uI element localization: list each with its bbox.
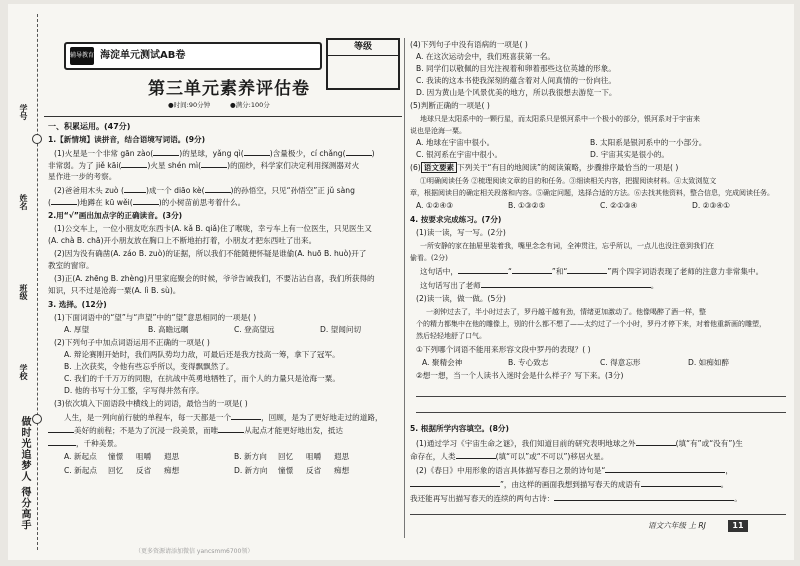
fill-line: (2)《春日》中用形象的语言具体描写春日之景的诗句是“ ， [416,466,733,475]
option: A. 辩论赛刚开始时，我们两队势均力敌，可最后还是我方技高一筹，拿下了冠军。 [64,350,340,359]
option: B. 高瞻远瞩 [148,325,189,334]
passage-line: ，千种美景。 [48,438,122,449]
q2-heading: 2.用“√”画出加点字的正确读音。(3分) [48,211,183,220]
option: 反省 [306,466,322,475]
fill-line: (1)通过学习《宇宙生命之谜》，我们知道目前的研究表明地球之外 (填“有”或“没有”)生 [416,439,743,448]
option: C. 得意忘形 [600,358,641,367]
option: 痴想 [164,466,180,475]
name-label: 姓名 [19,194,28,210]
passage-line: ①明确阅读任务 ②梳理阅读文章的目的和任务。③细读相关内容，把握阅读材料。④太致浏览文 [420,177,717,185]
page-title: 第三单元素养评估卷 [148,79,310,99]
answer-line[interactable] [416,412,786,413]
option: 回忆 [108,466,124,475]
option: 咀嚼 [136,452,152,461]
brand-banner [64,42,322,70]
grade-label: 等级 [328,40,398,56]
q2-line: (2)因为没有确凿(A. záo B. zuò)的证据，所以我们不能随便怀疑是谁偷(A. huō B. huò)开了 [54,249,367,258]
watermark: （更多资源请添加微信 yancsmm6700领） [135,548,254,555]
passage-line: 说也是沧海一粟。 [410,127,466,135]
option: 憧憬 [108,452,124,461]
option: A. 地球在宇宙中很小。 [416,138,495,147]
q1-heading: 1.【新情境】读拼音，结合语境写词语。(9分) [48,135,206,144]
page-number: 11 [728,520,748,532]
q2-line: (A. chà B. chā)开小朋友放在胸口上不断地拍打着，小朋友才把东西吐了出来。 [48,236,317,245]
option: C. 我读的这本书使我深刻的蕴含着对人间真情的一份向往。 [416,76,616,85]
q4main-sub: (1)读一读，写一写。(2分) [416,228,506,237]
option: C. 银河系在宇宙中很小。 [416,150,503,159]
brand-name: 海淀单元测试AB卷 [100,50,186,61]
passage-line: 人生，是一列向前行驶的单程车，每一天都是一个 ，回顾，是为了更好地走过的道路， [64,413,383,422]
option: B. 新方向 [234,452,267,461]
option: D. 望闻问切 [320,325,362,334]
passage-line: 然后轻轻地舒了口气。 [416,332,486,340]
q4main-sub: (2)读一读，做一做。(5分) [416,294,506,303]
q2-line: 教室的窗帘。 [48,261,94,270]
book-label: 语文六年级 上 RJ [648,521,706,530]
option: A. ①②④③ [416,201,454,210]
fill-line: 这句话写出了老师 。 [420,281,659,290]
q4main-sub: ①下列哪个词语不能用来形容文段中罗丹的表现？( ) [416,345,591,354]
option: B. ①③②⑤ [508,201,546,210]
option: A. 聚精会神 [422,358,463,367]
option: D. 宇宙其实是很小的。 [590,150,670,159]
option: C. 新起点 [64,466,97,475]
q3-heading: 3. 选择。(12分) [48,300,107,309]
fill-line: ”，由这样的画面我想到描写春天的成语有 。 [410,479,728,490]
option: 憧憬 [278,466,294,475]
option: 痴想 [334,466,350,475]
school-label: 学校 [19,364,28,380]
header-divider [44,116,402,117]
key-element-tag: 语文要素 [421,162,457,173]
option: B. 太阳系是银河系中的一小部分。 [590,138,707,147]
passage-line: 一刹钟过去了，半小时过去了，罗丹越干越有劲，情绪更加激动了。他像喝醉了酒一样，整 [426,308,706,316]
q2-line: (3)正(A. zhēng B. zhèng)月里家庭聚会的时候，爷爷告诫我们，不要沾沾自喜，我们所获得的 [54,274,375,283]
option: C. 登高望远 [234,325,275,334]
binding-strip [8,4,44,560]
class-label: 班级 [19,284,28,300]
q6-heading: (6) 语文要素 下列关于“有目的地阅读”的阅读策略，步骤排序最恰当的一项是( ) [410,163,679,172]
option: D. 新方向 [234,466,268,475]
q1-line: ( )地蹲在 kū wěi( )的小树苗前思考着什么。 [48,198,246,207]
option: D. 因为黄山是个风景优美的地方，所以我很想去游览一下。 [416,88,617,97]
option: C. 我们的千千万万的同胞，在抗战中英勇地牺牲了，而个人的力量只是沧海一粟。 [64,374,340,383]
option: B. 同学们以敬佩的目光注视着和卵着那些这位英雄的形象。 [416,64,616,73]
motto: 做时光追梦人 得分高手 [19,416,30,531]
option: D. 如痴如醉 [688,358,730,367]
q1-line: (1)火星是一个非常 gān zào( )的星球，yǎng qì( )含量极少，cí chǎng( ) [54,149,375,158]
q5-heading: (5)判断正确的一项是( ) [410,101,490,110]
q2-line: 知识，只不过是沧海一粟(A. lì B. sù)。 [48,286,181,295]
full-score: ●满分:100分 [230,101,270,109]
student-id-label: 学号 [19,104,28,120]
passage-line: 偷看。(2分) [410,254,448,262]
column-divider [404,38,405,538]
cut-line [37,14,38,550]
section-heading: 一、积累运用。(47分) [48,122,131,131]
passage-line: 美好的前程；不是为了沉浸一段美景，而唯 从起点才能更好地出发，抵达 [48,425,343,436]
passage-line: 地球只是太阳系中的一颗行星，而太阳系只是银河系中一个极小的部分，银河系对于宇宙来 [420,115,700,123]
q1-line: 非常弱。为了 jiě kāi( )火星 shén mì( )的面纱，科学家们决定利用探测器对火 [48,161,360,170]
option: D. 他的书写十分工整，字写得井然有序。 [64,386,204,395]
option: 遐思 [164,452,180,461]
binding-hole [32,134,42,144]
option: 遐思 [334,452,350,461]
q3-sub: (3)依次填入下面语段中横线上的词语，最恰当的一项是( ) [54,399,248,408]
q3-sub: (1)下面词语中的“望”与“声望”中的“望”意思相同的一项是( ) [54,313,257,322]
option: 反省 [136,466,152,475]
time-limit: ●时间:90分钟 [168,101,211,109]
option: 咀嚼 [306,452,322,461]
brand-logo: 辅导教育 [70,47,94,65]
q3-sub: (2)下列句子中加点词语运用不正确的一项是( ) [54,338,210,347]
passage-line: 个的精力都集中在他的雕像上，别的什么都不想了——太约过了一个小时，罗丹才停下来，对着他重新画的雕塑， [416,320,766,328]
q4main-heading: 4. 按要求完成练习。(7分) [410,215,502,224]
q1-line: (2)爸爸用木头 zuò ( )成一个 diāo kè( )的孙悟空，只见“孙悟空”正 jǔ sàng [54,186,355,195]
option: A. 新起点 [64,452,97,461]
fill-line: 这句话中， “ ”和“ ”两个四字词语表现了老师的注意力非常集中。 [420,267,764,276]
option: B. 上次获奖，令他有些忘乎所以，变得飘飘然了。 [64,362,234,371]
binding-hole [32,414,42,424]
answer-line[interactable] [416,396,786,397]
option: B. 专心致志 [508,358,549,367]
q4-heading: (4)下列句子中没有语病的一项是( ) [410,40,528,49]
q5main-heading: 5. 根据所学内容填空。(8分) [410,424,509,433]
option: A. 在这次运动会中，我们班喜获第一名。 [416,52,555,61]
option: D. ②③④① [692,201,730,210]
passage-line: 一所安静的家在抽屉里装着我，嘴里念念有词，全神贯注，忘乎所以，一点儿也没注意到我们在 [420,242,714,250]
fill-line: 命存在，人类 (填“可以”或“不可以”)移居火星。 [410,452,609,461]
option: C. ②①③④ [600,201,638,210]
passage-line: 章，根据阅读目的确定相关段落和内容。⑤确定问题，选择合适的方法。⑥去找其他资料，整合信息，完成阅读任务。 [410,189,774,197]
q1-line: 星作进一步的考察。 [48,172,117,181]
q2-line: (1)公交车上，一位小朋友吃东西卡(A. kǎ B. qiǎ)住了喉咙，幸亏车上有一位医生，只见医生又 [54,224,372,233]
q4main-sub: ②想一想，当一个人读书入迷时会是什么样子？写下来。(3分) [416,371,624,380]
option: A. 厚望 [64,325,90,334]
option: 回忆 [278,452,294,461]
answer-line[interactable] [410,514,786,515]
exam-page [8,4,794,560]
fill-line: 我还能再写出描写春天的连续的两句古诗： 。 [410,494,742,503]
grade-box [326,38,400,90]
